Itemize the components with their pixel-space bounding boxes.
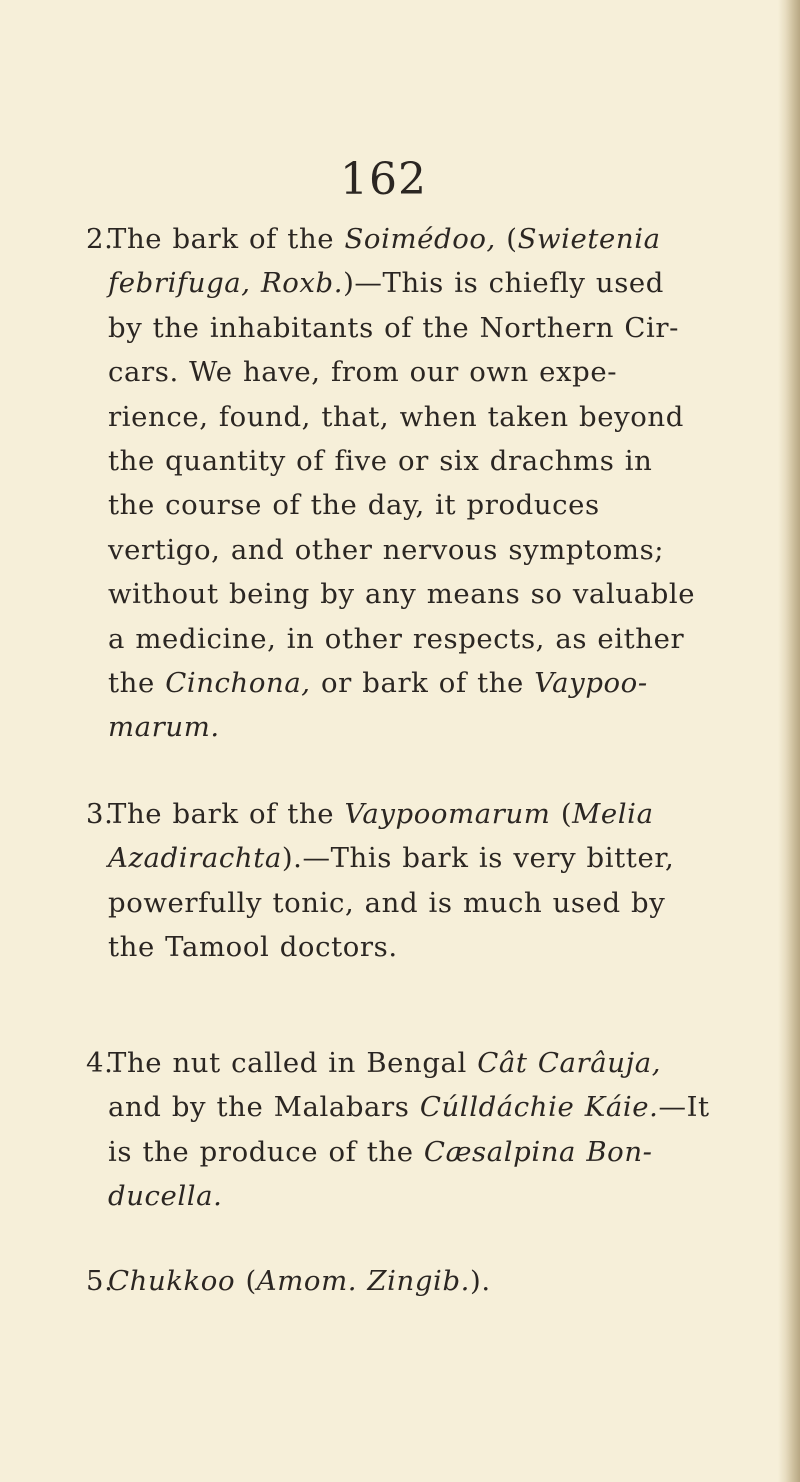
entry-2 (86, 217, 718, 750)
entry-line: a medicine, in other respects, as either (108, 622, 685, 655)
entry-number: 2. (86, 223, 114, 255)
italic-term: Cinchona, (165, 666, 311, 699)
text-run: is the produce of the (108, 1135, 424, 1168)
text-run: The bark of the (108, 223, 345, 255)
entry-line (108, 261, 718, 305)
italic-term: Amom. Zingib. (256, 1265, 470, 1297)
italic-term: Soimédoo, (344, 223, 496, 255)
entry-number: 4. (86, 1047, 114, 1079)
italic-term: Vaypoo- (534, 666, 648, 699)
italic-term: Swietenia (517, 223, 661, 255)
text-run: —It (658, 1091, 710, 1124)
entry-line (108, 1259, 718, 1303)
entry-line (108, 836, 718, 880)
entry-line: without being by any means so valuable (108, 578, 696, 611)
entry-line (108, 1130, 718, 1174)
entry-5 (86, 1259, 718, 1303)
italic-term: Vaypoomarum (344, 798, 551, 830)
entry-number: 5. (86, 1265, 114, 1297)
entry-line: the quantity of five or six drachms in (108, 444, 653, 477)
entry-line: the Tamool doctors. (108, 931, 398, 964)
entry-number: 3. (86, 798, 114, 830)
text-run: ).—This bark is very bitter, (281, 842, 675, 875)
entry-line: vertigo, and other nervous symptoms; (108, 533, 665, 566)
italic-term: Cúlldáchie Káie. (419, 1091, 659, 1124)
text-run: The bark of the (108, 798, 345, 830)
text-run: ( (495, 223, 518, 255)
italic-term: Cât Carâuja, (477, 1047, 662, 1079)
entry-line: the course of the day, it produces (108, 489, 600, 522)
entry-line: powerfully tonic, and is much used by (108, 886, 666, 919)
italic-term: Azadirachta (108, 842, 282, 875)
entry-line: cars. We have, from our own expe- (108, 356, 618, 389)
entry-3 (86, 792, 718, 970)
entry-line (108, 1041, 718, 1085)
italic-term: Cæsalpina Bon- (423, 1135, 653, 1168)
page-edge-shadow (778, 0, 800, 1482)
italic-term: Chukkoo (108, 1265, 236, 1297)
entry-line: marum. (108, 711, 220, 744)
entry-line (108, 217, 718, 261)
text-run: and by the Malabars (108, 1091, 420, 1124)
entry-line (108, 792, 718, 836)
entry-line: ducella. (108, 1180, 223, 1213)
entry-line: by the inhabitants of the Northern Cir- (108, 311, 680, 344)
text-run: ( (550, 798, 573, 830)
text-run: ( (235, 1265, 257, 1297)
text-run: or bark of the (310, 666, 535, 699)
text-run: )—This is chiefly used (343, 267, 665, 300)
text-run: The nut called in Bengal (108, 1047, 478, 1079)
entry-line (108, 661, 718, 705)
text-run: the (108, 666, 166, 699)
entry-4 (86, 1041, 718, 1219)
entry-line: rience, found, that, when taken beyond (108, 400, 684, 433)
text-run: ). (470, 1265, 491, 1297)
italic-term: Melia (572, 798, 654, 830)
page-number: 162 (340, 154, 427, 205)
italic-term: febrifuga, Roxb. (108, 267, 344, 300)
entry-line (108, 1085, 718, 1129)
